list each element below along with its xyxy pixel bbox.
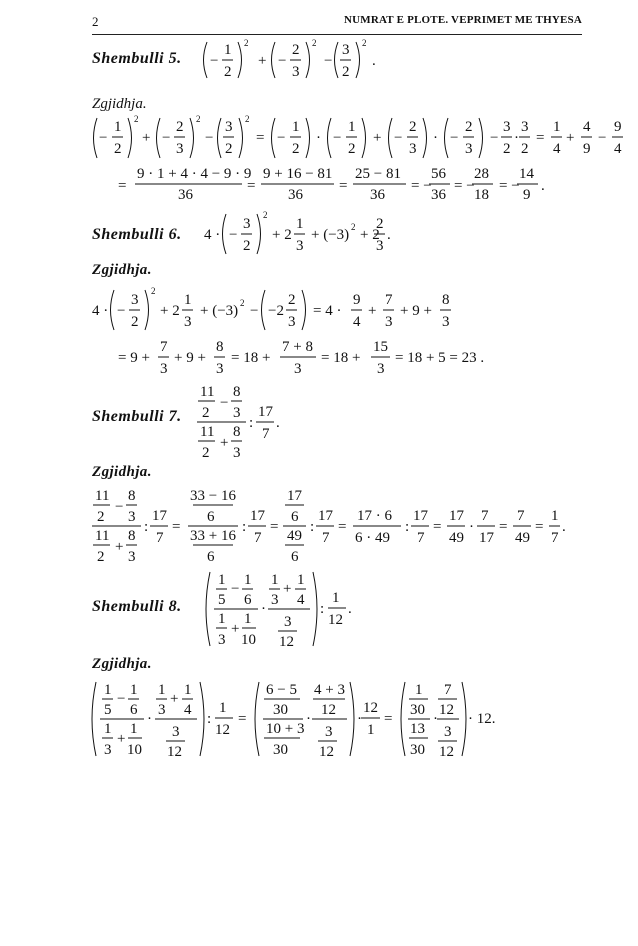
svg-text:7 + 8: 7 + 8 <box>282 339 313 355</box>
svg-text:−2: −2 <box>268 303 284 319</box>
svg-text:3: 3 <box>296 238 304 254</box>
svg-text:3: 3 <box>294 361 302 377</box>
svg-text:2: 2 <box>503 141 511 157</box>
svg-text:1: 1 <box>271 572 279 588</box>
svg-text:14: 14 <box>519 166 534 182</box>
svg-text:7: 7 <box>262 426 270 442</box>
svg-text:8: 8 <box>233 424 241 440</box>
svg-text:·: · <box>433 130 438 146</box>
svg-text:3: 3 <box>128 509 136 525</box>
svg-text:3: 3 <box>131 292 139 308</box>
svg-text:.: . <box>387 227 391 243</box>
svg-text:−: − <box>210 53 219 69</box>
svg-text:10 + 3: 10 + 3 <box>266 721 305 737</box>
svg-text:=: = <box>536 130 545 146</box>
svg-text:2: 2 <box>202 445 210 461</box>
svg-text:12: 12 <box>439 744 454 760</box>
svg-text:2: 2 <box>376 216 384 232</box>
svg-text:=: = <box>270 519 279 535</box>
svg-text:−: − <box>231 581 240 597</box>
svg-text:= 18 + 5 = 23 .: = 18 + 5 = 23 . <box>395 350 485 366</box>
svg-text:3: 3 <box>376 238 384 254</box>
example-8-solution-label: Zgjidhja. <box>92 656 152 672</box>
svg-text::: : <box>207 711 212 727</box>
svg-text:·: · <box>514 130 519 146</box>
svg-text:+: + <box>231 621 240 637</box>
svg-text:12: 12 <box>319 744 334 760</box>
svg-text:=: = <box>433 519 442 535</box>
svg-text:1: 1 <box>292 119 300 135</box>
svg-text:2: 2 <box>202 405 210 421</box>
svg-text:1: 1 <box>158 682 166 698</box>
page-number: 2 <box>92 14 99 29</box>
svg-text:17: 17 <box>250 508 265 524</box>
svg-text:· 12.: · 12. <box>468 711 496 727</box>
svg-text:3: 3 <box>104 742 112 758</box>
svg-text:4: 4 <box>184 702 192 718</box>
svg-text:6: 6 <box>207 549 215 565</box>
svg-text:+ 2: + 2 <box>272 227 292 243</box>
svg-text:7: 7 <box>444 682 452 698</box>
svg-text:−: − <box>115 499 124 515</box>
svg-text:−: − <box>117 303 126 319</box>
svg-text:15: 15 <box>373 339 388 355</box>
svg-text:4 + 3: 4 + 3 <box>314 682 345 698</box>
svg-text:7: 7 <box>156 530 164 546</box>
svg-text:2: 2 <box>465 119 473 135</box>
example-6-solution-line-2 <box>0 338 638 383</box>
svg-text:−: − <box>394 130 403 146</box>
svg-text:−: − <box>278 53 287 69</box>
svg-text:28: 28 <box>474 166 489 182</box>
svg-text:+ 9 +: + 9 + <box>174 350 206 366</box>
svg-text:= −: = − <box>499 178 520 194</box>
svg-text:1: 1 <box>553 119 561 135</box>
svg-text:3: 3 <box>243 216 251 232</box>
svg-text:7: 7 <box>160 339 168 355</box>
svg-text:+ (−3): + (−3) <box>311 227 350 243</box>
svg-text:8: 8 <box>216 339 224 355</box>
svg-text:12: 12 <box>439 702 454 718</box>
svg-text:3: 3 <box>225 119 233 135</box>
svg-text:10: 10 <box>241 632 256 648</box>
svg-text:.: . <box>348 601 352 617</box>
svg-text:.: . <box>541 178 545 194</box>
svg-text:=: = <box>172 519 181 535</box>
svg-text:3: 3 <box>172 724 180 740</box>
svg-text:4: 4 <box>353 314 361 330</box>
svg-text:1: 1 <box>551 508 559 524</box>
svg-text:1: 1 <box>219 700 227 716</box>
svg-text:=: = <box>238 711 247 727</box>
svg-text:3: 3 <box>377 361 385 377</box>
example-7-solution-label: Zgjidhja. <box>92 464 152 480</box>
svg-text:11: 11 <box>95 488 110 504</box>
svg-text:1: 1 <box>224 42 232 58</box>
svg-text:2: 2 <box>521 141 529 157</box>
svg-text:1: 1 <box>114 119 122 135</box>
svg-text:1: 1 <box>184 682 192 698</box>
svg-text:1: 1 <box>104 721 112 737</box>
svg-text:8: 8 <box>233 384 241 400</box>
svg-text:10: 10 <box>127 742 142 758</box>
svg-text:25 − 81: 25 − 81 <box>355 166 401 182</box>
svg-text:3: 3 <box>233 405 241 421</box>
svg-text:2: 2 <box>114 141 122 157</box>
svg-text:2: 2 <box>196 114 201 124</box>
svg-text:.: . <box>372 53 376 69</box>
svg-text:2: 2 <box>292 42 300 58</box>
svg-text:= −: = − <box>454 178 475 194</box>
svg-text:3: 3 <box>233 445 241 461</box>
svg-text::: : <box>310 519 315 535</box>
svg-text:+ 9 +: + 9 + <box>400 303 432 319</box>
svg-text:2: 2 <box>409 119 417 135</box>
svg-text:+ 2: + 2 <box>360 227 380 243</box>
svg-text:3: 3 <box>288 314 296 330</box>
svg-text:2: 2 <box>151 286 156 296</box>
svg-text:9: 9 <box>523 187 531 203</box>
svg-text:2: 2 <box>342 64 350 80</box>
svg-text:2: 2 <box>134 114 139 124</box>
svg-text:33 + 16: 33 + 16 <box>190 528 236 544</box>
svg-text:49: 49 <box>515 530 530 546</box>
svg-text:= 18 +: = 18 + <box>321 350 361 366</box>
svg-text:36: 36 <box>370 187 385 203</box>
svg-text:3: 3 <box>292 64 300 80</box>
svg-text:1: 1 <box>332 590 340 606</box>
example-5-solution-line-2 <box>0 168 638 213</box>
svg-text::: : <box>320 601 325 617</box>
svg-text:7: 7 <box>322 530 330 546</box>
svg-text:11: 11 <box>200 384 215 400</box>
svg-text:2: 2 <box>351 222 356 232</box>
svg-text:1: 1 <box>367 722 375 738</box>
svg-text:−: − <box>205 130 214 146</box>
svg-text:=: = <box>256 130 265 146</box>
svg-text:9: 9 <box>583 141 591 157</box>
svg-text:·: · <box>469 519 474 535</box>
svg-text:6: 6 <box>244 592 252 608</box>
svg-text:1: 1 <box>218 572 226 588</box>
svg-text:1: 1 <box>218 611 226 627</box>
svg-text:36: 36 <box>288 187 303 203</box>
svg-text:49: 49 <box>287 528 302 544</box>
svg-text:5: 5 <box>104 702 112 718</box>
svg-text:−: − <box>450 130 459 146</box>
svg-text:2: 2 <box>244 38 249 48</box>
svg-text:3: 3 <box>128 549 136 565</box>
svg-text:3: 3 <box>385 314 393 330</box>
svg-text:1: 1 <box>104 682 112 698</box>
svg-text:3: 3 <box>342 42 350 58</box>
svg-text:17: 17 <box>287 488 302 504</box>
svg-text:4: 4 <box>297 592 305 608</box>
svg-text:7: 7 <box>551 530 559 546</box>
svg-text:2: 2 <box>97 509 105 525</box>
example-7-label: Shembulli 7. <box>92 408 182 425</box>
svg-text:1: 1 <box>348 119 356 135</box>
svg-text:2: 2 <box>243 238 251 254</box>
svg-text:12: 12 <box>363 700 378 716</box>
svg-text:+: + <box>142 130 151 146</box>
svg-text:17: 17 <box>152 508 167 524</box>
svg-text:12: 12 <box>279 634 294 650</box>
example-6-solution-label: Zgjidhja. <box>92 262 152 278</box>
svg-text:·: · <box>306 711 311 727</box>
svg-text:−: − <box>229 227 238 243</box>
svg-text:13: 13 <box>410 721 425 737</box>
svg-text:−: − <box>333 130 342 146</box>
example-8-solution <box>0 676 638 766</box>
svg-text:30: 30 <box>273 702 288 718</box>
svg-text:3: 3 <box>503 119 511 135</box>
svg-text:49: 49 <box>449 530 464 546</box>
svg-text:=: = <box>499 519 508 535</box>
svg-text:4 ·: 4 · <box>92 303 109 319</box>
svg-text:12: 12 <box>328 612 343 628</box>
svg-text:3: 3 <box>160 361 168 377</box>
svg-text:= −: = − <box>411 178 432 194</box>
svg-text:= 9 +: = 9 + <box>118 350 150 366</box>
svg-text:+: + <box>115 539 124 555</box>
svg-text:7: 7 <box>385 292 393 308</box>
svg-text:12: 12 <box>321 702 336 718</box>
svg-text:4: 4 <box>553 141 561 157</box>
example-6-label: Shembulli 6. <box>92 226 182 243</box>
svg-text:3: 3 <box>409 141 417 157</box>
example-5-statement <box>0 30 638 90</box>
svg-text:·: · <box>357 711 362 727</box>
svg-text:9: 9 <box>614 119 622 135</box>
svg-text::: : <box>144 519 149 535</box>
svg-text:−: − <box>162 130 171 146</box>
example-7-solution <box>0 484 638 569</box>
svg-text:=: = <box>339 178 348 194</box>
svg-text:9: 9 <box>353 292 361 308</box>
svg-text:1: 1 <box>130 721 138 737</box>
svg-text:9 · 1 + 4 · 4 − 9 · 9: 9 · 1 + 4 · 4 − 9 · 9 <box>137 166 252 182</box>
svg-text:6 − 5: 6 − 5 <box>266 682 297 698</box>
svg-text:+ (−3): + (−3) <box>200 303 239 319</box>
svg-text:6: 6 <box>291 509 299 525</box>
svg-text:4 ·: 4 · <box>204 227 221 243</box>
svg-text:·: · <box>261 601 266 617</box>
svg-text:3: 3 <box>218 632 226 648</box>
svg-text:3: 3 <box>184 314 192 330</box>
svg-text:1: 1 <box>244 611 252 627</box>
svg-text:3: 3 <box>271 592 279 608</box>
example-5-label: Shembulli 5. <box>92 50 182 67</box>
example-7-statement <box>0 380 638 465</box>
svg-text:6: 6 <box>207 509 215 525</box>
svg-text:3: 3 <box>325 724 333 740</box>
svg-text:·: · <box>316 130 321 146</box>
example-8-label: Shembulli 8. <box>92 598 182 615</box>
svg-text:= 18 +: = 18 + <box>231 350 271 366</box>
svg-text:7: 7 <box>417 530 425 546</box>
svg-text:2: 2 <box>240 298 245 308</box>
svg-text:17: 17 <box>318 508 333 524</box>
svg-text:+: + <box>258 53 267 69</box>
svg-text:30: 30 <box>410 742 425 758</box>
svg-text:8: 8 <box>128 488 136 504</box>
svg-text:17 · 6: 17 · 6 <box>357 508 392 524</box>
svg-text:3: 3 <box>444 724 452 740</box>
svg-text:2: 2 <box>245 114 250 124</box>
svg-text:11: 11 <box>200 424 215 440</box>
svg-text:18: 18 <box>474 187 489 203</box>
svg-text:9 + 16 − 81: 9 + 16 − 81 <box>263 166 333 182</box>
svg-text:2: 2 <box>263 210 268 220</box>
svg-text:=: = <box>535 519 544 535</box>
svg-text:6: 6 <box>130 702 138 718</box>
svg-text:6 · 49: 6 · 49 <box>355 530 390 546</box>
svg-text:2: 2 <box>176 119 184 135</box>
svg-text:4: 4 <box>614 141 622 157</box>
svg-text:36: 36 <box>178 187 193 203</box>
svg-text:−: − <box>598 130 607 146</box>
svg-text:−: − <box>324 53 333 69</box>
svg-text:1: 1 <box>184 292 192 308</box>
svg-text:8: 8 <box>442 292 450 308</box>
svg-text::: : <box>405 519 410 535</box>
svg-text:−: − <box>99 130 108 146</box>
svg-text:4: 4 <box>583 119 591 135</box>
svg-text:2: 2 <box>312 38 317 48</box>
svg-text:1: 1 <box>130 682 138 698</box>
svg-text:=: = <box>247 178 256 194</box>
svg-text:2: 2 <box>131 314 139 330</box>
svg-text:+ 2: + 2 <box>160 303 180 319</box>
svg-text:2: 2 <box>225 141 233 157</box>
svg-text:17: 17 <box>258 404 273 420</box>
svg-text:36: 36 <box>431 187 446 203</box>
svg-text:2: 2 <box>288 292 296 308</box>
svg-text:+: + <box>170 691 179 707</box>
svg-text:7: 7 <box>481 508 489 524</box>
svg-text:17: 17 <box>449 508 464 524</box>
svg-text:30: 30 <box>273 742 288 758</box>
svg-text:33 − 16: 33 − 16 <box>190 488 236 504</box>
svg-text::: : <box>242 519 247 535</box>
svg-text:2: 2 <box>348 141 356 157</box>
svg-text:2: 2 <box>362 38 367 48</box>
running-title: NUMRAT E PLOTE. VEPRIMET ME THYESA <box>343 14 582 26</box>
svg-text:.: . <box>562 519 566 535</box>
svg-text:2: 2 <box>292 141 300 157</box>
svg-text:11: 11 <box>95 528 110 544</box>
svg-text:.: . <box>276 415 280 431</box>
svg-text:+: + <box>566 130 575 146</box>
svg-text:3: 3 <box>176 141 184 157</box>
svg-text:1: 1 <box>297 572 305 588</box>
svg-text:17: 17 <box>479 530 494 546</box>
example-6-statement <box>0 208 638 263</box>
svg-text:7: 7 <box>517 508 525 524</box>
svg-text:−: − <box>220 395 229 411</box>
svg-text:·: · <box>433 711 438 727</box>
svg-text:−: − <box>490 130 499 146</box>
svg-text:3: 3 <box>465 141 473 157</box>
svg-text:56: 56 <box>431 166 446 182</box>
svg-text:3: 3 <box>216 361 224 377</box>
svg-text:3: 3 <box>158 702 166 718</box>
svg-text::: : <box>249 415 254 431</box>
svg-text:7: 7 <box>254 530 262 546</box>
svg-text:+: + <box>368 303 377 319</box>
svg-text:−: − <box>277 130 286 146</box>
example-6-solution <box>0 284 638 339</box>
svg-text:5: 5 <box>218 592 226 608</box>
svg-text:6: 6 <box>291 549 299 565</box>
svg-text:2: 2 <box>97 549 105 565</box>
svg-text:·: · <box>147 711 152 727</box>
svg-text:3: 3 <box>521 119 529 135</box>
svg-text:17: 17 <box>413 508 428 524</box>
svg-text:=: = <box>338 519 347 535</box>
svg-text:3: 3 <box>284 614 292 630</box>
svg-text:1: 1 <box>296 216 304 232</box>
example-8-statement <box>0 566 638 656</box>
svg-text:+: + <box>117 731 126 747</box>
svg-text:=: = <box>384 711 393 727</box>
svg-text:+: + <box>283 581 292 597</box>
svg-text:−: − <box>250 303 259 319</box>
svg-text:1: 1 <box>415 682 423 698</box>
svg-text:12: 12 <box>215 722 230 738</box>
svg-text:8: 8 <box>128 528 136 544</box>
svg-text:+: + <box>373 130 382 146</box>
svg-text:= 4 ·: = 4 · <box>313 303 342 319</box>
svg-text:−: − <box>117 691 126 707</box>
svg-text:1: 1 <box>244 572 252 588</box>
svg-text:30: 30 <box>410 702 425 718</box>
svg-text:=: = <box>118 178 127 194</box>
svg-text:12: 12 <box>167 744 182 760</box>
svg-text:+: + <box>220 435 229 451</box>
svg-text:3: 3 <box>442 314 450 330</box>
svg-text:2: 2 <box>224 64 232 80</box>
example-5-solution-label: Zgjidhja. <box>92 96 147 112</box>
